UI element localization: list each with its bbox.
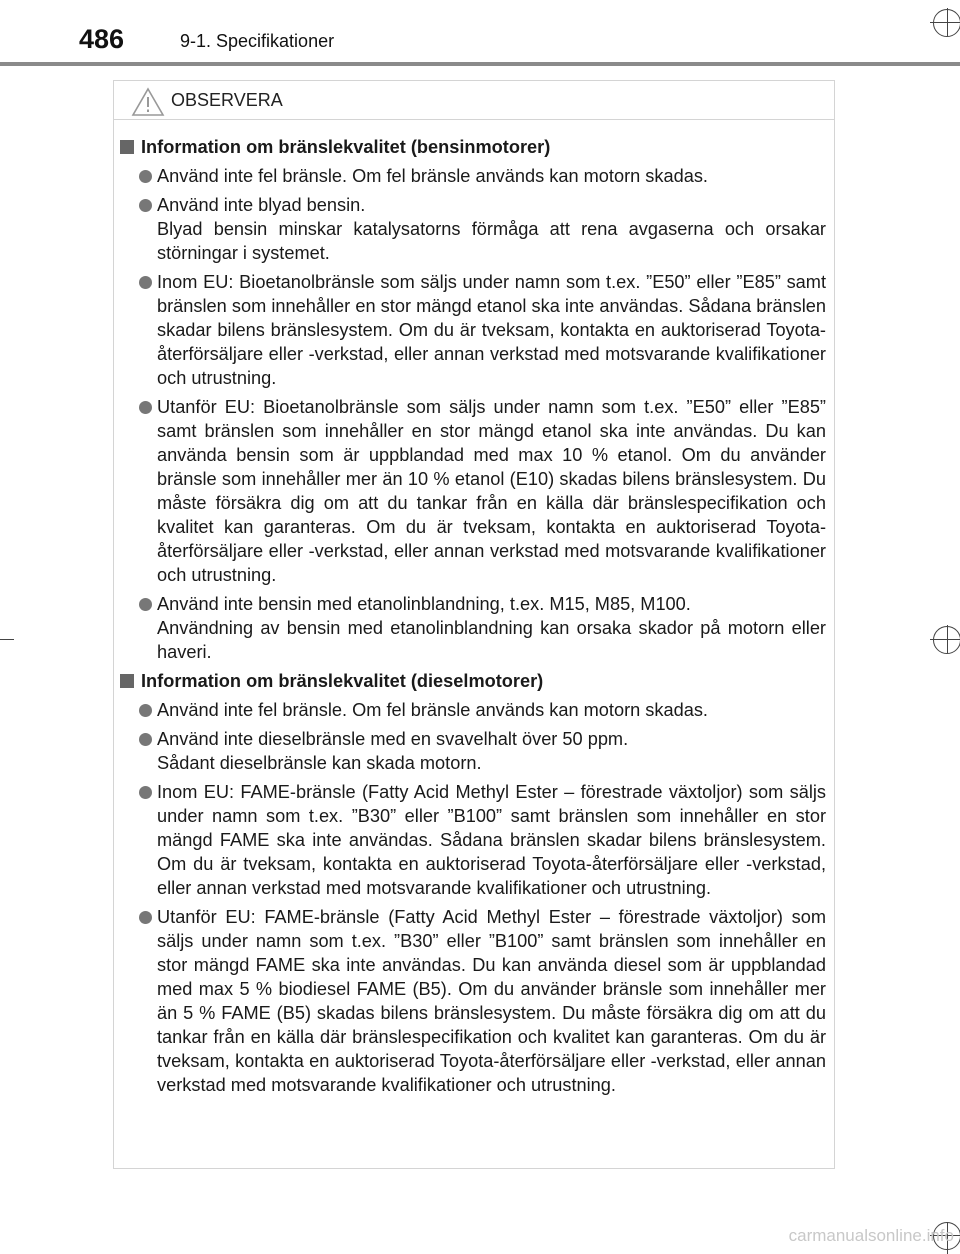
caution-header [114,81,834,120]
list-item-text: Blyad bensin minskar katalysatorns förmåga att rena avgaserna och orsakar störningar i systemet. [157,219,826,263]
caution-content [114,135,834,1102]
page-header [0,0,960,66]
circle-bullet-icon [139,598,152,611]
circle-bullet-icon [139,786,152,799]
list-item-text: Använd inte fel bränsle. Om fel bränsle används kan motorn skadas. [157,166,708,186]
list-item [157,270,826,390]
list-item [157,193,826,265]
page-number: 486 [79,24,125,54]
square-bullet-icon [120,140,134,154]
registration-mark-icon [933,626,960,654]
registration-mark-icon [933,9,960,37]
list-item-text: Inom EU: FAME-bränsle (Fatty Acid Methyl Ester – förestrade växtoljor) som säljs under namn som t.ex. ”B30” eller ”B100” samt bränslen som innehåller en stor mängd FAME ska inte användas. Sådana bränslen skadar bilens bränslesystem. Om du är tveksam, kontakta en auktoriserad Toyota-återförsäljare eller -verkstad, eller annan verkstad med motsvarande kvalifikationer och utrustning. [157,782,826,898]
list-item [157,592,826,664]
caution-box [113,80,835,1169]
circle-bullet-icon [139,170,152,183]
list-item-text: Utanför EU: FAME-bränsle (Fatty Acid Methyl Ester – förestrade växtoljor) som säljs under namn som t.ex. ”B30” eller ”B100” samt bränslen som innehåller en stor mängd FAME ska inte användas. Du kan använda diesel som är uppblandad med max 5 % biodiesel FAME (B5). Om du använder bränsle som innehåller mer än 5 % FAME (B5) skadas bilens bränslesystem. Du måste försäkra dig om att du tankar från en källa där bränslespecifikation och kvalitet kan garanteras. Om du är tveksam, kontakta en auktoriserad Toyota-återförsäljare eller -verkstad, eller annan verkstad med motsvarande kvalifikationer och utrustning. [157,907,826,1095]
section-heading [118,669,834,693]
warning-triangle-icon [131,87,165,117]
list-item-text: Sådant dieselbränsle kan skada motorn. [157,753,482,773]
list-item [157,780,826,900]
list-item-text: Användning av bensin med etanolinblandning kan orsaka skador på motorn eller haveri. [157,618,826,662]
list-item-text: Använd inte fel bränsle. Om fel bränsle används kan motorn skadas. [157,700,708,720]
square-bullet-icon [120,674,134,688]
list-item [157,164,826,188]
header-rule [0,62,960,66]
list-item [157,905,826,1097]
watermark: carmanualsonline.info [788,1226,954,1245]
circle-bullet-icon [139,401,152,414]
caution-label: OBSERVERA [171,90,283,110]
list-item-text: Utanför EU: Bioetanolbränsle som säljs under namn som t.ex. ”E50” eller ”E85” samt bränslen som innehåller en stor mängd etanol ska inte användas. Du kan använda bensin som är uppblandad med max 10 % etanol. Om du använder bränsle som innehåller mer än 10 % etanol (E10) skadas bilens bränslesystem. Du måste försäkra dig om att du tankar från en källa där bränslespecifikation och kvalitet kan garanteras. Om du är tveksam, kontakta en auktoriserad Toyota-återförsäljare eller -verkstad, eller annan verkstad med motsvarande kvalifikationer och utrustning. [157,397,826,585]
list-item [157,698,826,722]
list-item-text: Använd inte dieselbränsle med en svavelhalt över 50 ppm. [157,729,629,749]
list-item-text: Använd inte blyad bensin. [157,195,366,215]
list-item-text: Använd inte bensin med etanolinblandning, t.ex. M15, M85, M100. [157,594,691,614]
circle-bullet-icon [139,276,152,289]
list-item [157,727,826,775]
list-item-text: Inom EU: Bioetanolbränsle som säljs under namn som t.ex. ”E50” eller ”E85” samt bränslen som innehåller en stor mängd etanol ska inte användas. Sådana bränslen skadar bilens bränslesystem. Om du är tveksam, kontakta en auktoriserad Toyota-återförsäljare eller -verkstad, eller annan verkstad med motsvarande kvalifikationer och utrustning. [157,272,826,388]
crop-mark [0,639,14,640]
circle-bullet-icon [139,704,152,717]
circle-bullet-icon [139,911,152,924]
section-heading-text: Information om bränslekvalitet (bensinmotorer) [141,137,551,157]
section-title: 9-1. Specifikationer [180,31,335,51]
list-item [157,395,826,587]
circle-bullet-icon [139,733,152,746]
section-heading-text: Information om bränslekvalitet (dieselmotorer) [141,671,544,691]
circle-bullet-icon [139,199,152,212]
section-heading [118,135,834,159]
